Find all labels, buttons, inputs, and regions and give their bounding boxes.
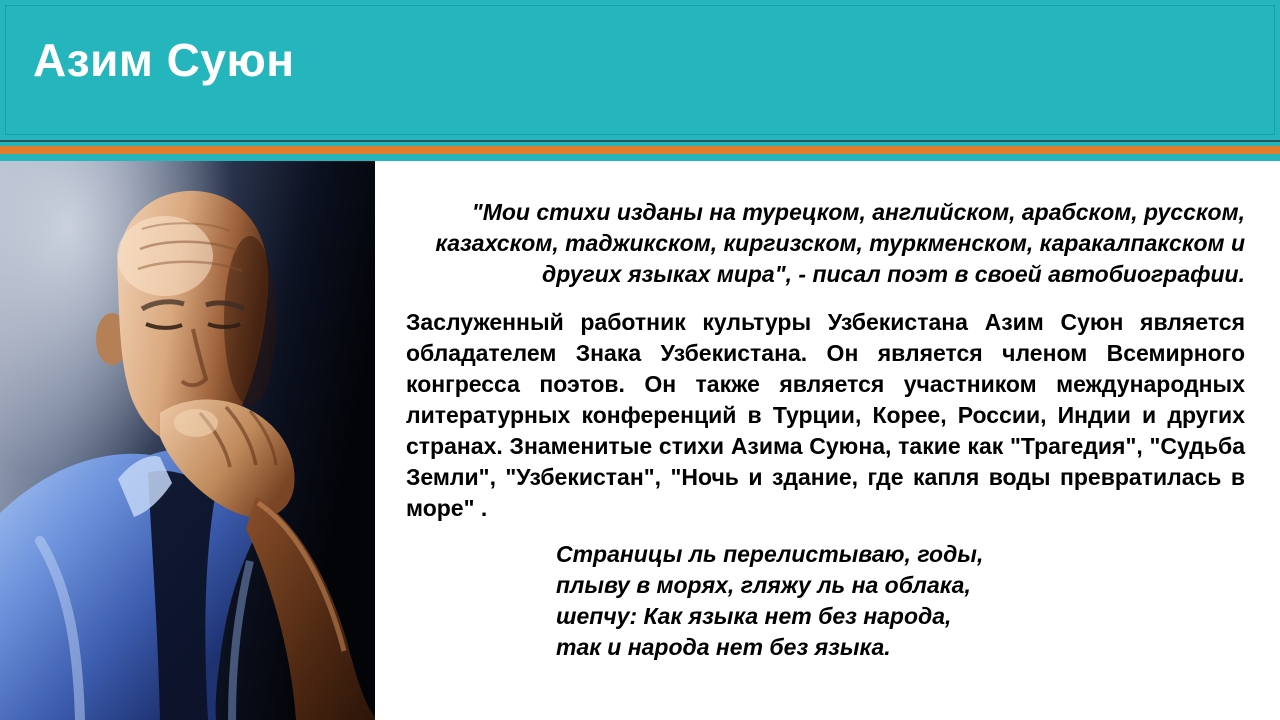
accent-divider xyxy=(0,140,1280,161)
poem-line-4: так и народа нет без языка. xyxy=(556,634,891,660)
poem-line-1: Страницы ль перелистываю, годы, xyxy=(556,541,984,567)
divider-teal-strip-bottom xyxy=(0,154,1280,161)
slide-title: Азим Суюн xyxy=(33,34,295,86)
poem-line-2: плыву в морях, гляжу ль на облака, xyxy=(556,572,971,598)
poet-portrait-illustration xyxy=(0,161,375,720)
quote-paragraph: "Мои стихи изданы на турецком, английском, арабском, русском, казахском, таджикском, киргизском, туркменском, каракалпакском и других языках мира", - писал поэт в своей автобиографии. xyxy=(435,199,1245,287)
biography-paragraph: Заслуженный работник культуры Узбекистана Азим Суюн является обладателем Знака Узбекистана. Он является членом Всемирного конгресса поэтов. Он также является участником международных литературных конференций в Турции, Корее, России, Индии и других странах. Знаменитые стихи Азима Суюна, такие как "Трагедия", "Судьба Земли", "Узбекистан", "Ночь и здание, где капля воды превратилась в море" . xyxy=(406,309,1245,521)
slide-header xyxy=(0,0,1280,140)
poet-portrait-photo xyxy=(0,161,375,720)
poem-line-3: шепчу: Как языка нет без народа, xyxy=(556,603,952,629)
slide-text-column xyxy=(406,161,1245,663)
poem-block xyxy=(556,539,1245,663)
divider-orange-bar xyxy=(0,146,1280,154)
